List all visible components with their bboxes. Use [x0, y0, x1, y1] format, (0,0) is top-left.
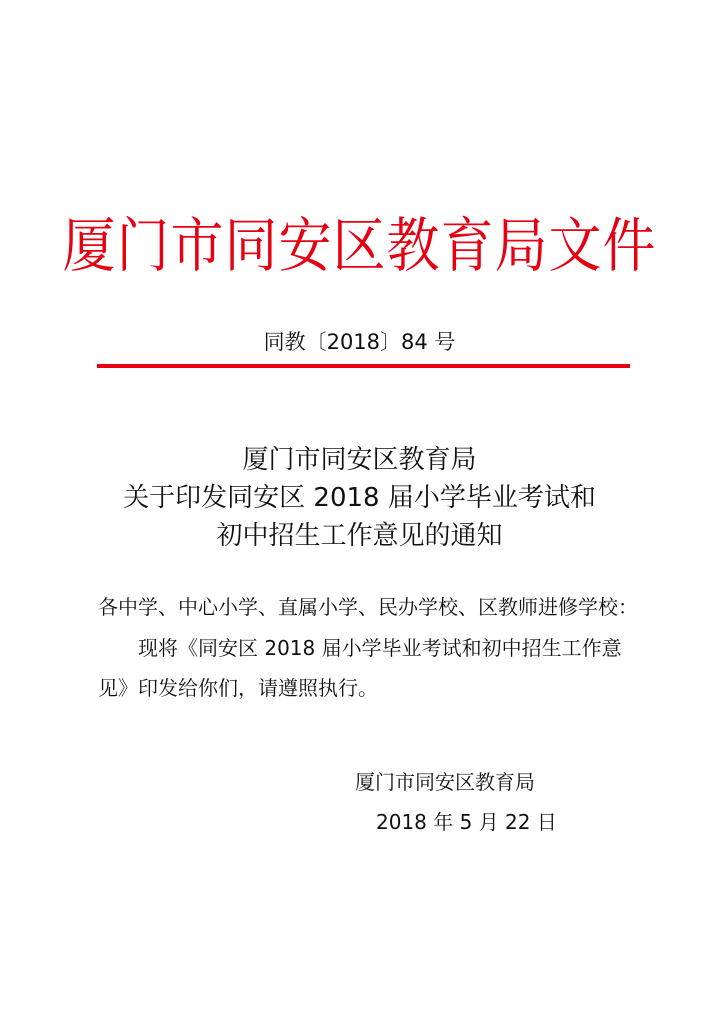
addressee-line: 各中学、中心小学、直属小学、民办学校、区教师进修学校：: [98, 595, 638, 619]
red-divider-line: [97, 364, 630, 368]
notice-title: [0, 441, 719, 555]
body-text-line-1: 现将《同安区 2018 届小学毕业考试和初中招生工作意: [138, 636, 622, 660]
signature-date: 2018 年 5 月 22 日: [376, 810, 557, 834]
document-masthead: 厦门市同安区教育局文件: [62, 212, 657, 281]
document-number: 同教〔2018〕84 号: [263, 330, 456, 354]
body-text-line-2: 见》印发给你们，请遵照执行。: [98, 676, 378, 700]
title-line-3: 初中招生工作意见的通知: [216, 521, 503, 551]
signature-organization: 厦门市同安区教育局: [355, 770, 535, 794]
title-line-2: 关于印发同安区 2018 届小学毕业考试和: [123, 483, 596, 513]
title-line-1: 厦门市同安区教育局: [242, 445, 477, 475]
